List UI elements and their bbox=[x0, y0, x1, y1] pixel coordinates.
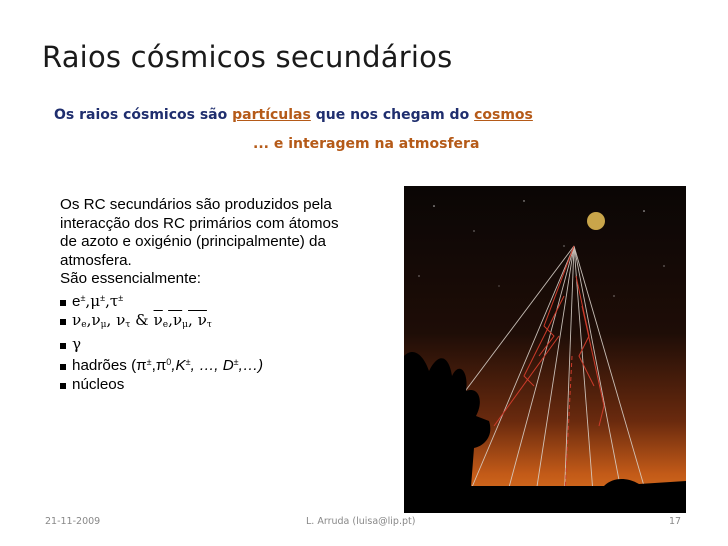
list-item-nuclei bbox=[60, 376, 405, 395]
bullet-icon bbox=[60, 383, 66, 389]
bullet-icon bbox=[60, 300, 66, 306]
paragraph-line: interacção dos RC primários com átomos bbox=[60, 214, 339, 232]
list-item-text: $\nu_e,\nu_\mu$, $\nu_\tau$ & $\overline{\nu}_e,\nu_\mu$, $\nu_\tau$ bbox=[72, 311, 212, 330]
subtitle-highlight-particulas: partículas bbox=[232, 107, 311, 123]
subtitle-line-1 bbox=[54, 107, 533, 123]
list-item-neutrinos bbox=[60, 311, 405, 335]
subtitle-text-1: Os raios cósmicos são bbox=[54, 107, 233, 123]
bullet-icon bbox=[60, 319, 66, 325]
list-intro: São essencialmente: bbox=[60, 270, 201, 287]
bullet-icon bbox=[60, 364, 66, 370]
footer-date: 21-11-2009 bbox=[45, 516, 101, 527]
list-item-text: núcleos bbox=[72, 375, 125, 393]
list-item-leptons bbox=[60, 289, 405, 312]
bullet-icon bbox=[60, 343, 66, 349]
cosmic-ray-shower-photo bbox=[404, 186, 686, 513]
paragraph-line: Os RC secundários são produzidos pela bbox=[60, 196, 332, 213]
slide-title: Raios cósmicos secundários bbox=[42, 40, 453, 74]
list-item-text: γ bbox=[72, 334, 82, 353]
footer-page-number: 17 bbox=[669, 516, 682, 527]
footer-author: L. Arruda (luisa@lip.pt) bbox=[306, 516, 416, 527]
subtitle-line-2: ... e interagem na atmosfera bbox=[253, 136, 480, 152]
list-item-gamma bbox=[60, 335, 405, 354]
list-item-text: e±,μ±,τ± bbox=[72, 291, 124, 310]
subtitle-highlight-cosmos: cosmos bbox=[474, 107, 533, 123]
paragraph-line: atmosfera. bbox=[60, 251, 132, 269]
paragraph-line: de azoto e oxigénio (principalmente) da bbox=[60, 233, 326, 250]
moon bbox=[587, 212, 605, 230]
subtitle-text-2: que nos chegam do bbox=[310, 107, 475, 123]
body-text bbox=[60, 196, 405, 394]
list-item-text: hadrões ($\pi^\pm,\pi^0,K^\pm$, …, D±,…) bbox=[72, 357, 264, 374]
list-item-hadrons bbox=[60, 353, 405, 376]
